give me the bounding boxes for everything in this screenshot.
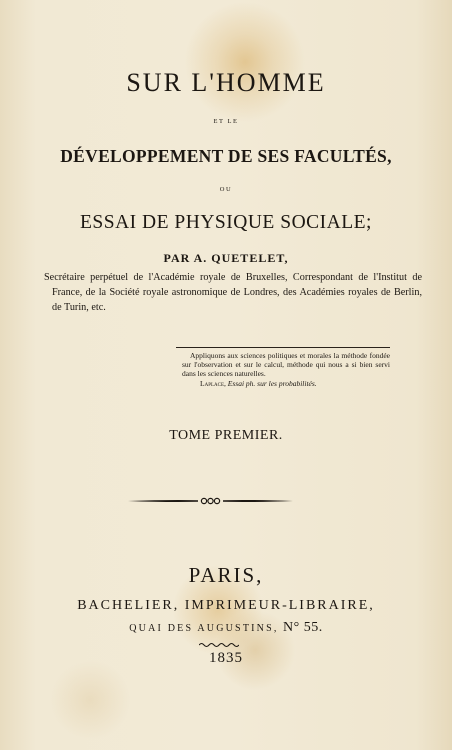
author-line: PAR A. QUETELET, [163, 251, 289, 265]
small-flourish-icon [199, 642, 239, 648]
address-street: QUAI DES AUGUSTINS, [129, 623, 279, 634]
conjunction-et-le: ET LE [213, 118, 239, 125]
main-title: SUR L'HOMME [126, 68, 326, 97]
epigraph-rule [176, 347, 390, 348]
imprint-address [0, 620, 452, 636]
attribution-author: Laplace, [200, 379, 226, 388]
subtitle: DÉVELOPPEMENT DE SES FACULTÉS, [60, 146, 392, 166]
ornamental-rule-icon [128, 494, 293, 508]
epigraph-attribution [200, 379, 317, 388]
imprint-publisher: BACHELIER, IMPRIMEUR-LIBRAIRE, [77, 598, 375, 613]
author-affiliation: Secrétaire perpétuel de l'Académie royale de Bruxelles, Correspondant de l'Institut de France, de la Société royale astronomique de Londres, des Académies royales de Berlin, de Turin, etc. [44, 272, 422, 313]
address-number: N° 55. [283, 620, 323, 635]
attribution-work: Essai ph. sur les probabilités. [227, 379, 317, 388]
conjunction-ou: OU [219, 186, 233, 193]
volume-label: TOME PREMIER. [169, 428, 283, 443]
imprint-year: 1835 [209, 650, 243, 666]
alternate-title: ESSAI DE PHYSIQUE SOCIALE; [80, 212, 372, 233]
epigraph-text: Appliquons aux sciences politiques et morales la méthode fondée sur l'observation et sur le calcul, méthode qui nous a si bien servi dans les sciences naturelles. [182, 351, 390, 378]
imprint-place: PARIS, [188, 563, 264, 587]
